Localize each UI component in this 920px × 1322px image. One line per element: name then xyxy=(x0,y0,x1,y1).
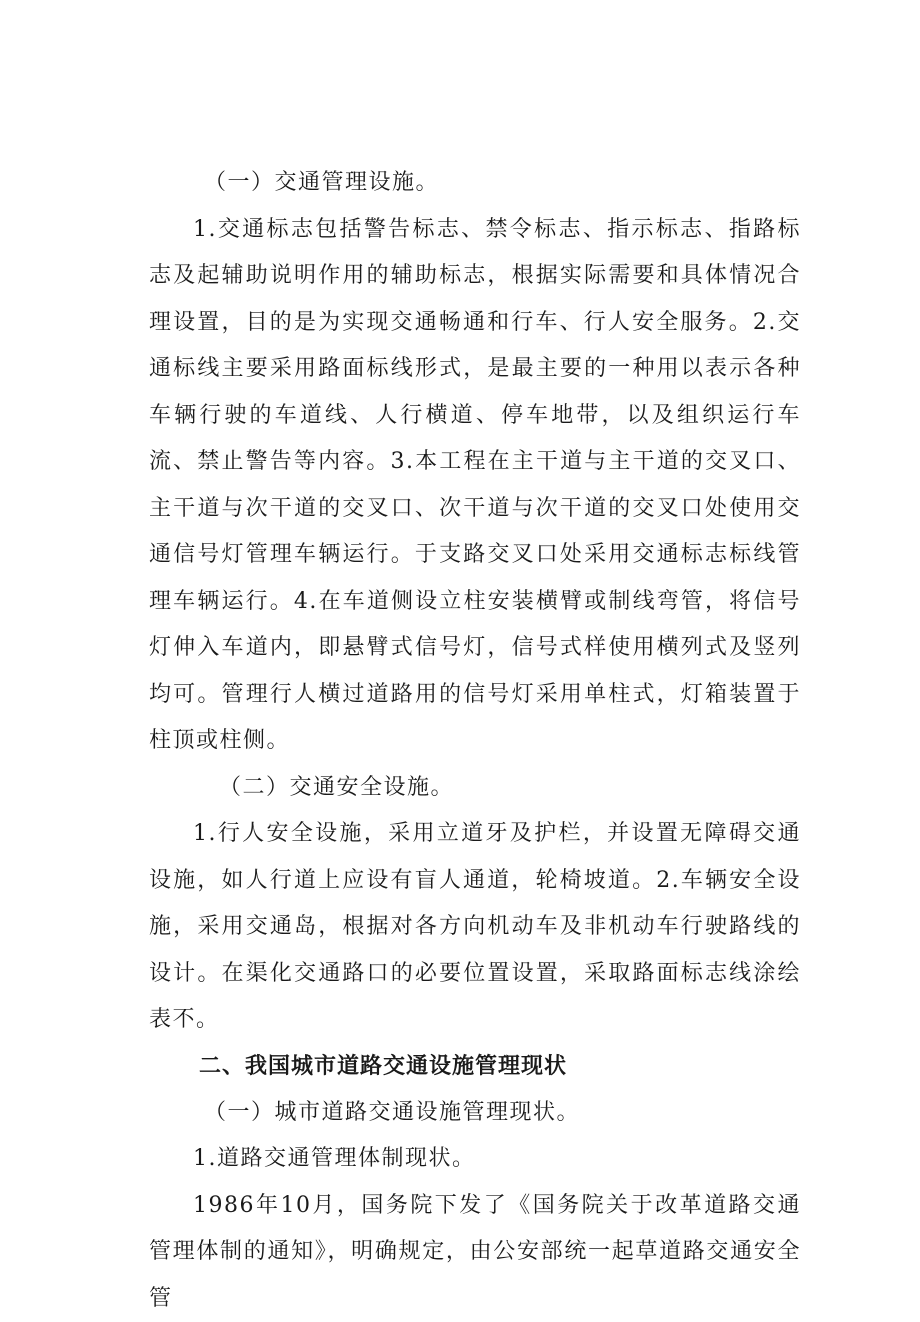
subsection-title-urban-road-facilities-status: （一）城市道路交通设施管理现状。 xyxy=(149,1090,801,1137)
section-heading-current-status: 二、我国城市道路交通设施管理现状 xyxy=(149,1044,801,1090)
paragraph-traffic-management-facilities: 1.交通标志包括警告标志、禁令标志、指示标志、指路标志及起辅助说明作用的辅助标志，根据实际需要和具体情况合理设置，目的是为实现交通畅通和行车、行人安全服务。2.交通标线主要采用路面标线形式，是最主要的一种用以表示各种车辆行驶的车道线、人行横道、停车地带，以及组织运行车流、禁止警告等内容。3.本工程在主干道与主干道的交叉口、主干道与次干道的交叉口、次干道与次干道的交叉口处使用交通信号灯管理车辆运行。于支路交叉口处采用交通标志标线管理车辆运行。4.在车道侧设立柱安装横臂或制线弯管，将信号灯伸入车道内，即悬臂式信号灯，信号式样使用横列式及竖列均可。管理行人横过道路用的信号灯采用单柱式，灯箱装置于柱顶或柱侧。 xyxy=(149,207,801,765)
paragraph-traffic-safety-facilities: 1.行人安全设施，采用立道牙及护栏，并设置无障碍交通设施，如人行道上应设有盲人通道，轮椅坡道。2.车辆安全设施，采用交通岛，根据对各方向机动车及非机动车行驶路线的设计。在渠化交通路口的必要位置设置，采取路面标志线涂绘表不。 xyxy=(149,811,801,1044)
subsection-title-traffic-management-facilities: （一）交通管理设施。 xyxy=(149,160,801,207)
document-content xyxy=(149,160,801,1322)
item-title-management-system-status: 1.道路交通管理体制现状。 xyxy=(149,1136,801,1183)
subsection-title-traffic-safety-facilities: （二）交通安全设施。 xyxy=(149,765,801,812)
paragraph-management-system-status: 1986年10月，国务院下发了《国务院关于改革道路交通管理体制的通知》，明确规定，由公安部统一起草道路交通安全管 xyxy=(149,1183,801,1322)
